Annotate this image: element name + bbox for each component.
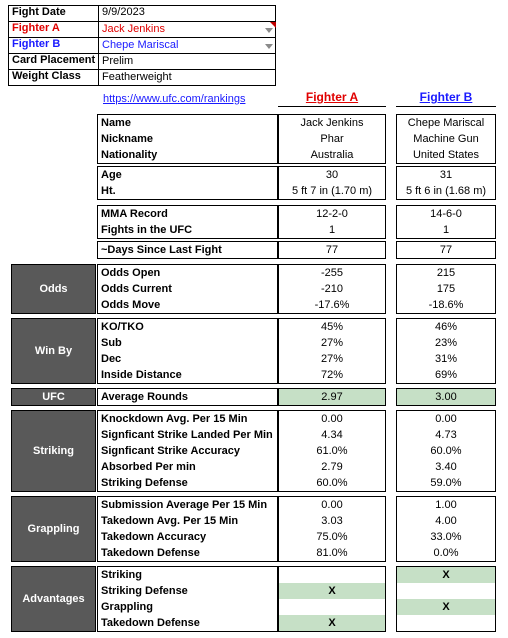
win-by-section-header: Win By bbox=[11, 318, 96, 384]
fighter-a-value: Phar bbox=[320, 133, 344, 145]
stat-label: Signficant Strike Accuracy bbox=[101, 445, 240, 457]
fighter-a-value: 12-2-0 bbox=[316, 208, 348, 220]
stat-label: Odds Move bbox=[101, 299, 161, 311]
striking-section-header: Striking bbox=[11, 410, 96, 492]
fighter-a-value: X bbox=[328, 617, 336, 629]
fighter-select[interactable] bbox=[98, 37, 276, 53]
fighter-a-value: 0.00 bbox=[321, 413, 343, 425]
stat-label: Nickname bbox=[101, 133, 153, 145]
row-divider bbox=[8, 69, 98, 70]
fighter-b-value: 31% bbox=[434, 353, 458, 365]
fighter-a-header bbox=[278, 90, 386, 107]
fighter-a-value: 72% bbox=[320, 369, 344, 381]
stat-label: Takedown Avg. Per 15 Min bbox=[101, 515, 239, 527]
row-divider bbox=[8, 21, 98, 22]
stat-label: Dec bbox=[101, 353, 122, 365]
stat-label: Takedown Defense bbox=[101, 617, 200, 629]
stat-label: Striking Defense bbox=[101, 585, 188, 597]
fighter-b-value: 175 bbox=[436, 283, 456, 295]
info-value-text: Chepe Mariscal bbox=[102, 39, 179, 51]
fighter-b-value: 4.73 bbox=[435, 429, 457, 441]
fighter-b-value: 46% bbox=[434, 321, 458, 333]
fighter-b-value: 215 bbox=[436, 267, 456, 279]
fighter-a-value: Jack Jenkins bbox=[300, 117, 364, 129]
fighter-b-value: 77 bbox=[439, 244, 453, 256]
stat-label: Ht. bbox=[101, 185, 116, 197]
stat-label: Signficant Strike Landed Per Min bbox=[101, 429, 273, 441]
row-divider bbox=[8, 37, 98, 38]
fighter-a-value: 45% bbox=[320, 321, 344, 333]
fighter-b-header bbox=[396, 90, 496, 107]
stat-label: Nationality bbox=[101, 149, 158, 161]
info-label: Fight Date bbox=[12, 6, 66, 18]
stat-label: Inside Distance bbox=[101, 369, 182, 381]
fighter-b-value: 0.00 bbox=[435, 413, 457, 425]
chevron-down-icon[interactable] bbox=[265, 28, 273, 33]
info-label: Card Placement bbox=[12, 54, 96, 66]
fighter-b-value: United States bbox=[412, 149, 480, 161]
info-value bbox=[98, 69, 276, 85]
info-value-text: Jack Jenkins bbox=[102, 23, 165, 35]
fighter-a-value: 4.34 bbox=[321, 429, 343, 441]
fighter-b-value: -18.6% bbox=[428, 299, 464, 311]
info-value bbox=[98, 53, 276, 69]
grappling-section-header: Grappling bbox=[11, 496, 96, 562]
fighter-b-value: 59.0% bbox=[430, 477, 462, 489]
stat-label: Sub bbox=[101, 337, 122, 349]
row-divider bbox=[8, 53, 98, 54]
advantages-section-header: Advantages bbox=[11, 566, 96, 632]
fighter-b-header-text: Fighter B bbox=[419, 90, 473, 104]
fighter-b-value bbox=[396, 615, 496, 631]
info-label: Fighter A bbox=[12, 22, 60, 34]
fighter-a-value: -255 bbox=[320, 267, 344, 279]
stat-label: Striking bbox=[101, 569, 142, 581]
fighter-a-value: -17.6% bbox=[314, 299, 350, 311]
fighter-b-value: Chepe Mariscal bbox=[407, 117, 485, 129]
fighter-b-value: X bbox=[442, 569, 450, 581]
fighter-a-value: 2.97 bbox=[321, 391, 343, 403]
stat-label: Odds Current bbox=[101, 283, 172, 295]
info-value bbox=[98, 5, 276, 21]
chevron-down-icon[interactable] bbox=[265, 44, 273, 49]
fighter-a-value bbox=[278, 567, 386, 583]
fighter-b-value: 14-6-0 bbox=[430, 208, 462, 220]
stat-label: Name bbox=[101, 117, 131, 129]
stat-label: Average Rounds bbox=[101, 391, 189, 403]
fighter-b-value: 5 ft 6 in (1.68 m) bbox=[405, 185, 487, 197]
fighter-b-value: 69% bbox=[434, 369, 458, 381]
stat-label: Fights in the UFC bbox=[101, 224, 193, 236]
odds-section-header: Odds bbox=[11, 264, 96, 314]
fighter-b-value: X bbox=[442, 601, 450, 613]
fighter-select[interactable] bbox=[98, 21, 276, 37]
fighter-a-value: -210 bbox=[320, 283, 344, 295]
stat-label: Absorbed Per min bbox=[101, 461, 196, 473]
fighter-a-value: 81.0% bbox=[316, 547, 348, 559]
stat-label: KO/TKO bbox=[101, 321, 144, 333]
comment-marker-icon bbox=[270, 22, 276, 28]
fighter-b-value: 31 bbox=[439, 169, 453, 181]
fighter-a-value: 0.00 bbox=[321, 499, 343, 511]
fighter-b-value: 1.00 bbox=[435, 499, 457, 511]
stat-label: Takedown Accuracy bbox=[101, 531, 207, 543]
fighter-a-value: 5 ft 7 in (1.70 m) bbox=[291, 185, 373, 197]
stat-label: MMA Record bbox=[101, 208, 168, 220]
stat-label: Takedown Defense bbox=[101, 547, 200, 559]
info-value-text: 9/9/2023 bbox=[102, 6, 145, 18]
fighter-a-value: X bbox=[328, 585, 336, 597]
stat-label: Striking Defense bbox=[101, 477, 188, 489]
info-label: Weight Class bbox=[12, 70, 81, 82]
stat-label: Grappling bbox=[101, 601, 153, 613]
stat-label: ~Days Since Last Fight bbox=[101, 244, 222, 256]
fighter-b-value: 60.0% bbox=[430, 445, 462, 457]
fighter-a-value: Australia bbox=[310, 149, 354, 161]
fighter-a-value: 27% bbox=[320, 337, 344, 349]
fighter-b-value: 3.00 bbox=[435, 391, 457, 403]
fighter-b-value: 1 bbox=[442, 224, 450, 236]
fighter-a-value: 75.0% bbox=[316, 531, 348, 543]
fighter-a-value: 77 bbox=[325, 244, 339, 256]
stat-label: Submission Average Per 15 Min bbox=[101, 499, 268, 511]
fighter-a-value: 1 bbox=[328, 224, 336, 236]
stat-label: Knockdown Avg. Per 15 Min bbox=[101, 413, 248, 425]
fighter-a-value: 60.0% bbox=[316, 477, 348, 489]
fighter-b-value bbox=[396, 583, 496, 599]
fighter-a-value: 30 bbox=[325, 169, 339, 181]
fighter-a-value: 2.79 bbox=[321, 461, 343, 473]
fighter-a-value: 27% bbox=[320, 353, 344, 365]
info-label: Fighter B bbox=[12, 38, 61, 50]
info-value-text: Prelim bbox=[102, 55, 134, 67]
fighter-b-value: 3.40 bbox=[435, 461, 457, 473]
ufc-section-header: UFC bbox=[11, 388, 96, 406]
fighter-b-value: Machine Gun bbox=[413, 133, 479, 145]
info-value-text: Featherweight bbox=[102, 71, 172, 83]
fighter-a-value bbox=[278, 599, 386, 615]
fighter-b-value: 23% bbox=[434, 337, 458, 349]
stat-label: Age bbox=[101, 169, 122, 181]
fighter-b-value: 4.00 bbox=[435, 515, 457, 527]
fighter-a-header-text: Fighter A bbox=[305, 90, 359, 104]
fighter-b-value: 33.0% bbox=[430, 531, 462, 543]
fighter-a-value: 61.0% bbox=[316, 445, 348, 457]
stat-label: Odds Open bbox=[101, 267, 161, 279]
rankings-link[interactable]: https://www.ufc.com/rankings bbox=[103, 93, 246, 105]
fighter-b-value: 0.0% bbox=[433, 547, 459, 559]
fighter-a-value: 3.03 bbox=[321, 515, 343, 527]
